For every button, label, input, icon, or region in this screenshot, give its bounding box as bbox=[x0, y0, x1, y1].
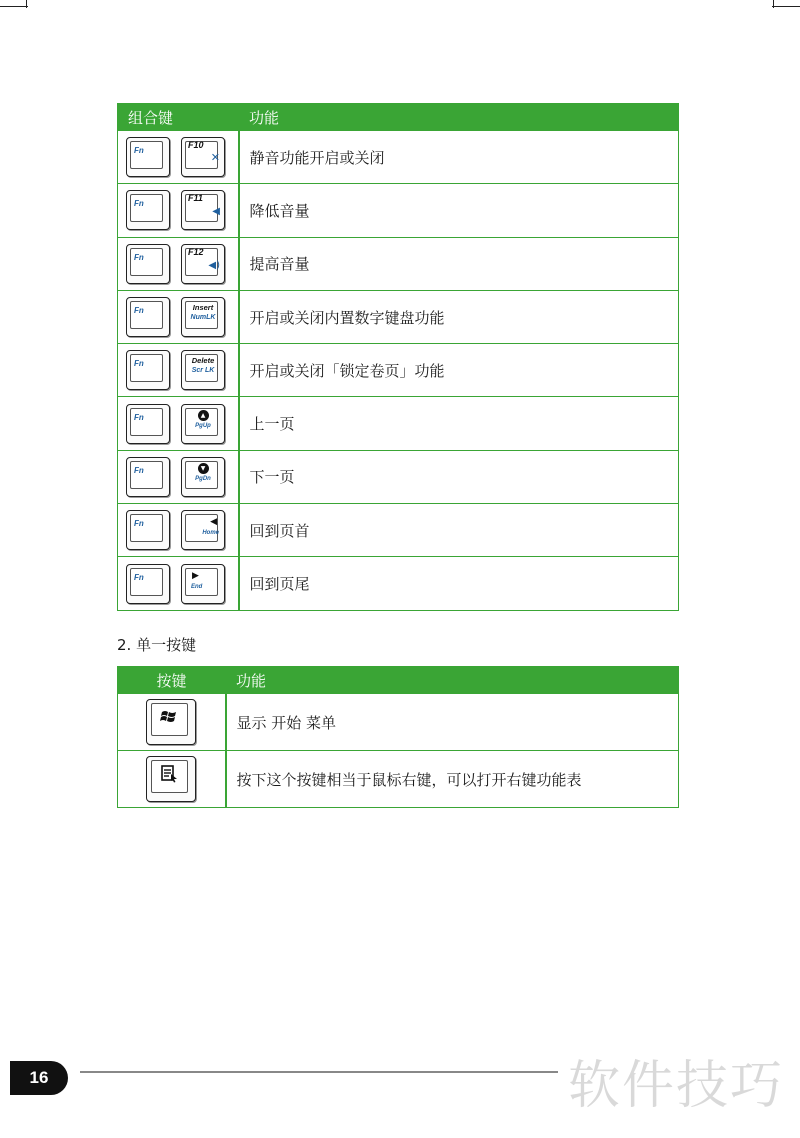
footer-divider bbox=[80, 1071, 558, 1073]
key-sublabel: PgDn bbox=[195, 475, 211, 482]
table-row bbox=[118, 290, 679, 343]
table-row bbox=[118, 397, 679, 450]
key-label: Fn bbox=[134, 306, 144, 316]
header-combo-keys: 组合键 bbox=[118, 104, 239, 131]
key-cell bbox=[118, 237, 239, 290]
key-cell bbox=[118, 450, 239, 503]
fn-key bbox=[126, 244, 170, 284]
triangle-left-icon: ◀ bbox=[210, 517, 217, 528]
table-row bbox=[118, 450, 679, 503]
table-row bbox=[118, 557, 679, 610]
fn-key bbox=[126, 457, 170, 497]
crop-mark bbox=[0, 6, 28, 7]
key-cell bbox=[118, 397, 239, 450]
crop-mark bbox=[26, 0, 27, 8]
key-label: F10 bbox=[188, 140, 204, 151]
watermark: 软件技巧 bbox=[568, 1056, 785, 1116]
function-desc: 降低音量 bbox=[239, 184, 679, 237]
key-label: Fn bbox=[134, 359, 144, 369]
windows-key bbox=[146, 699, 196, 745]
header-function: 功能 bbox=[239, 104, 679, 131]
function-desc: 回到页尾 bbox=[239, 557, 679, 610]
function-desc: 显示 开始 菜单 bbox=[226, 694, 679, 751]
fn-key bbox=[126, 297, 170, 337]
volume-up-icon: ◀) bbox=[208, 259, 220, 271]
end-key bbox=[181, 564, 225, 604]
key-cell bbox=[118, 184, 239, 237]
key-label: Delete bbox=[191, 356, 215, 366]
function-desc: 上一页 bbox=[239, 397, 679, 450]
function-desc: 按下这个按键相当于鼠标右键，可以打开右键功能表 bbox=[226, 751, 679, 808]
table-row bbox=[118, 237, 679, 290]
table-row bbox=[118, 504, 679, 557]
key-label: F11 bbox=[188, 193, 203, 204]
context-menu-icon bbox=[161, 765, 179, 783]
crop-mark bbox=[773, 0, 774, 8]
mute-icon: ✕ bbox=[210, 151, 220, 165]
table-row bbox=[118, 344, 679, 397]
key-cell bbox=[118, 504, 239, 557]
key-cell bbox=[118, 344, 239, 397]
key-sublabel: NumLK bbox=[190, 314, 216, 322]
key-label: F12 bbox=[188, 246, 204, 257]
key-cell bbox=[118, 131, 239, 184]
home-key bbox=[181, 510, 225, 550]
key-combination-table bbox=[117, 103, 679, 611]
key-sublabel: End bbox=[191, 583, 203, 590]
arrow-down-circle-icon: ▼ bbox=[198, 463, 209, 474]
f12-key bbox=[181, 244, 225, 284]
insert-key bbox=[181, 297, 225, 337]
page-number: 16 bbox=[10, 1061, 68, 1095]
windows-logo-icon bbox=[160, 709, 178, 725]
key-sublabel: PgUp bbox=[195, 422, 211, 429]
key-cell bbox=[118, 694, 226, 751]
key-label: Fn bbox=[134, 146, 144, 156]
triangle-right-icon: ▶ bbox=[192, 570, 199, 581]
fn-key bbox=[126, 404, 170, 444]
delete-key bbox=[181, 350, 225, 390]
key-label: Fn bbox=[134, 252, 144, 262]
volume-down-icon: ◀ bbox=[212, 206, 220, 218]
fn-key bbox=[126, 137, 170, 177]
key-cell bbox=[118, 557, 239, 610]
table-row bbox=[118, 131, 679, 184]
table-row bbox=[118, 184, 679, 237]
key-label: Fn bbox=[134, 412, 144, 422]
fn-key bbox=[126, 564, 170, 604]
key-cell bbox=[118, 751, 226, 808]
key-label: Fn bbox=[134, 465, 144, 475]
crop-mark bbox=[772, 6, 800, 7]
key-label: Fn bbox=[134, 199, 144, 209]
function-desc: 静音功能开启或关闭 bbox=[239, 131, 679, 184]
key-cell bbox=[118, 290, 239, 343]
pgup-key bbox=[181, 404, 225, 444]
key-sublabel: Scr LK bbox=[191, 367, 215, 375]
key-sublabel: Home bbox=[202, 530, 219, 537]
function-desc: 开启或关闭内置数字键盘功能 bbox=[239, 290, 679, 343]
single-key-table bbox=[117, 666, 679, 808]
key-label: Insert bbox=[192, 303, 214, 313]
fn-key bbox=[126, 190, 170, 230]
function-desc: 下一页 bbox=[239, 450, 679, 503]
section-title: 2. 单一按键 bbox=[117, 636, 197, 654]
menu-key bbox=[146, 756, 196, 802]
function-desc: 开启或关闭「锁定卷页」功能 bbox=[239, 344, 679, 397]
function-desc: 回到页首 bbox=[239, 504, 679, 557]
key-label: Fn bbox=[134, 519, 144, 529]
header-key: 按键 bbox=[118, 667, 226, 694]
fn-key bbox=[126, 350, 170, 390]
key-label: Fn bbox=[134, 572, 144, 582]
pgdn-key bbox=[181, 457, 225, 497]
f10-key bbox=[181, 137, 225, 177]
table-header-row bbox=[118, 104, 679, 131]
function-desc: 提高音量 bbox=[239, 237, 679, 290]
table-row bbox=[118, 751, 679, 808]
header-function: 功能 bbox=[226, 667, 679, 694]
arrow-up-circle-icon: ▲ bbox=[198, 410, 209, 421]
table-header-row bbox=[118, 667, 679, 694]
fn-key bbox=[126, 510, 170, 550]
table-row bbox=[118, 694, 679, 751]
f11-key bbox=[181, 190, 225, 230]
